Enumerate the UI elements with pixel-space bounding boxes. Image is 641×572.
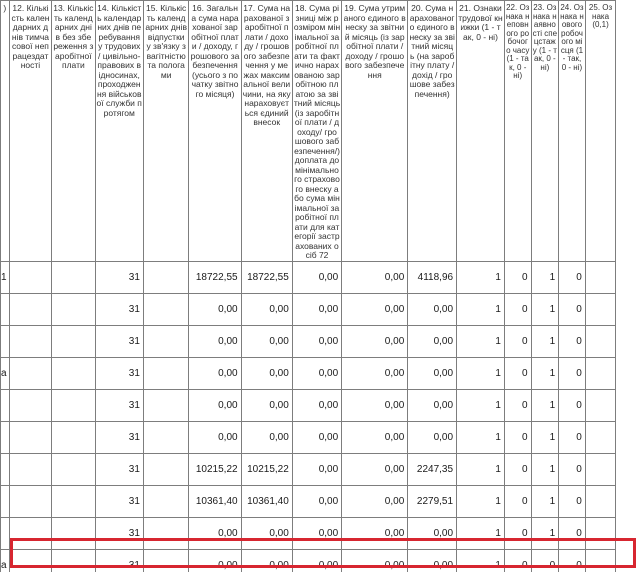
cell-c24[interactable]: 0 bbox=[559, 261, 586, 293]
cell-c19[interactable]: 0,00 bbox=[342, 261, 408, 293]
cell-c15[interactable] bbox=[143, 389, 189, 421]
row-lead-cell bbox=[1, 325, 10, 357]
cell-c17[interactable]: 0,00 bbox=[241, 389, 292, 421]
cell-c13[interactable] bbox=[52, 389, 95, 421]
cell-c12[interactable] bbox=[9, 517, 51, 549]
table-row[interactable] bbox=[1, 485, 641, 517]
cell-c21[interactable]: 1 bbox=[457, 325, 505, 357]
cell-c24[interactable]: 0 bbox=[559, 389, 586, 421]
cell-c13[interactable] bbox=[52, 549, 95, 572]
cell-c17[interactable]: 18722,55 bbox=[241, 261, 292, 293]
cell-c18[interactable]: 0,00 bbox=[292, 357, 341, 389]
cell-c23[interactable]: 1 bbox=[531, 325, 559, 357]
cell-c18[interactable]: 0,00 bbox=[292, 293, 341, 325]
cell-c13[interactable] bbox=[52, 357, 95, 389]
row-lead-cell bbox=[1, 517, 10, 549]
cell-c13[interactable] bbox=[52, 261, 95, 293]
cell-c21[interactable]: 1 bbox=[457, 453, 505, 485]
cell-c18[interactable]: 0,00 bbox=[292, 421, 341, 453]
cell-c25[interactable] bbox=[585, 485, 615, 517]
table-row[interactable] bbox=[1, 549, 641, 572]
cell-c14[interactable]: 31 bbox=[95, 517, 143, 549]
cell-c17[interactable]: 0,00 bbox=[241, 293, 292, 325]
cell-c14[interactable]: 31 bbox=[95, 453, 143, 485]
cell-c25[interactable] bbox=[585, 389, 615, 421]
cell-c24[interactable]: 0 bbox=[559, 517, 586, 549]
cell-c15[interactable] bbox=[143, 261, 189, 293]
cell-c22[interactable]: 0 bbox=[504, 357, 531, 389]
cell-c12[interactable] bbox=[9, 453, 51, 485]
cell-c20[interactable]: 0,00 bbox=[408, 421, 457, 453]
cell-c24[interactable]: 0 bbox=[559, 485, 586, 517]
cell-c20[interactable]: 4118,96 bbox=[408, 261, 457, 293]
cell-c22[interactable]: 0 bbox=[504, 421, 531, 453]
cell-c15[interactable] bbox=[143, 517, 189, 549]
column-header-c23: 23. Ознака наявності спецстажу (1 - так, 0 - ні) bbox=[531, 1, 559, 262]
cell-c15[interactable] bbox=[143, 549, 189, 572]
table-row[interactable] bbox=[1, 357, 641, 389]
cell-c16[interactable]: 0,00 bbox=[189, 325, 241, 357]
column-header-c12: 12. Кількість календарних днів тимчасової непрацездатності bbox=[9, 1, 51, 262]
cell-c17[interactable]: 0,00 bbox=[241, 421, 292, 453]
cell-c12[interactable] bbox=[9, 261, 51, 293]
cell-c16[interactable]: 10361,40 bbox=[189, 485, 241, 517]
cell-c13[interactable] bbox=[52, 453, 95, 485]
row-lead-cell: а bbox=[1, 357, 10, 389]
cell-c23[interactable]: 1 bbox=[531, 517, 559, 549]
column-header-c17: 17. Сума нарахованої заробітної плати / доходу / грошового забезпечення у межах максимальної величини, на яку нараховується єдиний внесок bbox=[241, 1, 292, 262]
cell-c25[interactable] bbox=[585, 549, 615, 572]
cell-c15[interactable] bbox=[143, 421, 189, 453]
cell-c23[interactable]: 1 bbox=[531, 421, 559, 453]
cell-c15[interactable] bbox=[143, 325, 189, 357]
cell-c16[interactable]: 18722,55 bbox=[189, 261, 241, 293]
cell-c18[interactable]: 0,00 bbox=[292, 453, 341, 485]
cell-c22[interactable]: 0 bbox=[504, 293, 531, 325]
cell-c25[interactable] bbox=[585, 421, 615, 453]
column-header-c22: 22. Ознака неповного робочого часу (1 - так, 0 - ні) bbox=[504, 1, 531, 262]
row-lead-cell: а bbox=[1, 549, 10, 572]
cell-c18[interactable]: 0,00 bbox=[292, 325, 341, 357]
row-lead-cell: 1 bbox=[1, 261, 10, 293]
cell-c17[interactable]: 0,00 bbox=[241, 325, 292, 357]
cell-c14[interactable]: 31 bbox=[95, 325, 143, 357]
cell-c17[interactable]: 0,00 bbox=[241, 357, 292, 389]
cell-c21[interactable]: 1 bbox=[457, 389, 505, 421]
column-header-c19: 19. Сума утриманого єдиного внеску за звітний місяць (із заробітної плати / доходу / грошового забезпечення bbox=[342, 1, 408, 262]
cell-c15[interactable] bbox=[143, 293, 189, 325]
cell-c24[interactable]: 0 bbox=[559, 325, 586, 357]
cell-c12[interactable] bbox=[9, 549, 51, 572]
cell-c21[interactable]: 1 bbox=[457, 549, 505, 572]
cell-c19[interactable]: 0,00 bbox=[342, 325, 408, 357]
cell-c24[interactable]: 0 bbox=[559, 549, 586, 572]
row-lead-cell bbox=[1, 293, 10, 325]
cell-c14[interactable]: 31 bbox=[95, 261, 143, 293]
cell-c19[interactable]: 0,00 bbox=[342, 389, 408, 421]
cell-c21[interactable]: 1 bbox=[457, 293, 505, 325]
table-row[interactable] bbox=[1, 325, 641, 357]
cell-c20[interactable]: 0,00 bbox=[408, 293, 457, 325]
cell-c24[interactable]: 0 bbox=[559, 453, 586, 485]
cell-c14[interactable]: 31 bbox=[95, 485, 143, 517]
cell-c12[interactable] bbox=[9, 389, 51, 421]
cell-c13[interactable] bbox=[52, 517, 95, 549]
cell-c13[interactable] bbox=[52, 293, 95, 325]
table-body bbox=[1, 1, 641, 572]
column-header-c16: 16. Загальна сума нарахованої заробітної плати / доходу, грошового забезпечення (усього з початку звітного місяця) bbox=[189, 1, 241, 262]
cell-c18[interactable]: 0,00 bbox=[292, 549, 341, 572]
cell-c15[interactable] bbox=[143, 453, 189, 485]
cell-c20[interactable]: 0,00 bbox=[408, 325, 457, 357]
cell-c22[interactable]: 0 bbox=[504, 325, 531, 357]
cell-c21[interactable]: 1 bbox=[457, 357, 505, 389]
column-header-c15: 15. Кількість календарних днів відпустки у зв'язку з вагітністю та пологами bbox=[143, 1, 189, 262]
cell-c21[interactable]: 1 bbox=[457, 421, 505, 453]
cell-c14[interactable]: 31 bbox=[95, 389, 143, 421]
cell-c17[interactable]: 10215,22 bbox=[241, 453, 292, 485]
cell-c14[interactable]: 31 bbox=[95, 293, 143, 325]
column-header-c14: 14. Кількість календарних днів перебування у трудових / цивільно-правових відносинах, проходження військової служби протягом bbox=[95, 1, 143, 262]
cell-c25[interactable] bbox=[585, 293, 615, 325]
table-row[interactable] bbox=[1, 261, 641, 293]
cell-c23[interactable]: 1 bbox=[531, 357, 559, 389]
cell-c17[interactable]: 0,00 bbox=[241, 549, 292, 572]
cell-c18[interactable]: 0,00 bbox=[292, 517, 341, 549]
cell-c22[interactable]: 0 bbox=[504, 389, 531, 421]
cell-c16[interactable]: 0,00 bbox=[189, 357, 241, 389]
cell-c12[interactable] bbox=[9, 485, 51, 517]
cell-c16[interactable]: 0,00 bbox=[189, 293, 241, 325]
cell-c12[interactable] bbox=[9, 325, 51, 357]
cell-c16[interactable]: 0,00 bbox=[189, 517, 241, 549]
cell-c17[interactable]: 10361,40 bbox=[241, 485, 292, 517]
cell-c22[interactable]: 0 bbox=[504, 549, 531, 572]
column-header-c25: 25. Ознака (0,1) bbox=[585, 1, 615, 262]
cell-c23[interactable]: 0 bbox=[531, 549, 559, 572]
cell-c20[interactable]: 0,00 bbox=[408, 549, 457, 572]
cell-c13[interactable] bbox=[52, 325, 95, 357]
cell-c23[interactable]: 1 bbox=[531, 453, 559, 485]
column-header-c11: ) bbox=[1, 1, 10, 262]
cell-c15[interactable] bbox=[143, 357, 189, 389]
cell-c13[interactable] bbox=[52, 421, 95, 453]
cell-c19[interactable]: 0,00 bbox=[342, 485, 408, 517]
cell-c19[interactable]: 0,00 bbox=[342, 517, 408, 549]
cell-c20[interactable]: 0,00 bbox=[408, 357, 457, 389]
row-lead-cell bbox=[1, 453, 10, 485]
cell-c16[interactable]: 0,00 bbox=[189, 421, 241, 453]
table-row[interactable] bbox=[1, 453, 641, 485]
cell-c24[interactable]: 0 bbox=[559, 421, 586, 453]
cell-c22[interactable]: 0 bbox=[504, 485, 531, 517]
cell-c12[interactable] bbox=[9, 357, 51, 389]
cell-c16[interactable]: 0,00 bbox=[189, 389, 241, 421]
cell-c20[interactable]: 0,00 bbox=[408, 389, 457, 421]
cell-c19[interactable]: 0,00 bbox=[342, 421, 408, 453]
cell-c18[interactable]: 0,00 bbox=[292, 389, 341, 421]
table-row[interactable] bbox=[1, 517, 641, 549]
table-row[interactable] bbox=[1, 293, 641, 325]
cell-c22[interactable]: 0 bbox=[504, 453, 531, 485]
cell-c25[interactable] bbox=[585, 325, 615, 357]
cell-c25[interactable] bbox=[585, 261, 615, 293]
table-row[interactable] bbox=[1, 421, 641, 453]
cell-c12[interactable] bbox=[9, 293, 51, 325]
cell-c12[interactable] bbox=[9, 421, 51, 453]
cell-c14[interactable]: 31 bbox=[95, 421, 143, 453]
cell-c25[interactable] bbox=[585, 453, 615, 485]
cell-c14[interactable]: 31 bbox=[95, 549, 143, 572]
cell-c23[interactable]: 1 bbox=[531, 389, 559, 421]
cell-c18[interactable]: 0,00 bbox=[292, 485, 341, 517]
cell-c19[interactable]: 0,00 bbox=[342, 357, 408, 389]
cell-c16[interactable]: 0,00 bbox=[189, 549, 241, 572]
column-header-c21: 21. Ознаки трудової книжки (1 - так, 0 - ні) bbox=[457, 1, 505, 262]
cell-c21[interactable]: 1 bbox=[457, 261, 505, 293]
cell-c20[interactable]: 2247,35 bbox=[408, 453, 457, 485]
cell-c16[interactable]: 10215,22 bbox=[189, 453, 241, 485]
cell-c23[interactable]: 1 bbox=[531, 261, 559, 293]
cell-c19[interactable]: 0,00 bbox=[342, 293, 408, 325]
cell-c19[interactable]: 0,00 bbox=[342, 549, 408, 572]
cell-c14[interactable]: 31 bbox=[95, 357, 143, 389]
cell-c22[interactable]: 0 bbox=[504, 261, 531, 293]
cell-c25[interactable] bbox=[585, 517, 615, 549]
column-header-c13: 13. Кількість календарних днів без збереження заробітної плати bbox=[52, 1, 95, 262]
column-header-c24: 24. Ознака нового робочого місця (1 - так, 0 - ні) bbox=[559, 1, 586, 262]
cell-c17[interactable]: 0,00 bbox=[241, 517, 292, 549]
cell-c20[interactable]: 2279,51 bbox=[408, 485, 457, 517]
cell-c23[interactable]: 1 bbox=[531, 293, 559, 325]
cell-c24[interactable]: 0 bbox=[559, 293, 586, 325]
cell-c21[interactable]: 1 bbox=[457, 517, 505, 549]
cell-c24[interactable]: 0 bbox=[559, 357, 586, 389]
cell-c23[interactable]: 1 bbox=[531, 485, 559, 517]
cell-c13[interactable] bbox=[52, 485, 95, 517]
row-lead-cell bbox=[1, 485, 10, 517]
row-lead-cell bbox=[1, 421, 10, 453]
header-row bbox=[1, 1, 641, 262]
cell-c19[interactable]: 0,00 bbox=[342, 453, 408, 485]
row-lead-cell bbox=[1, 389, 10, 421]
column-header-c18: 18. Сума різниці між розміром мінімальної заробітної плати та фактично нарахованою заробітною платою за звітний місяць (із заробітної плати / доходу/ грошового забезпечення/) доплата до мінімального страхового внеску або сума мінімальної заробітної плати для категорії застрахованих осіб 72 bbox=[292, 1, 341, 262]
cell-c20[interactable]: 0,00 bbox=[408, 517, 457, 549]
cell-c21[interactable]: 1 bbox=[457, 485, 505, 517]
cell-c18[interactable]: 0,00 bbox=[292, 261, 341, 293]
column-header-c20: 20. Сума нарахованого єдиного внеску за звітний місяць (на заробітну плату / дохід / грошове забезпечення) bbox=[408, 1, 457, 262]
table-row[interactable] bbox=[1, 389, 641, 421]
cell-c22[interactable]: 0 bbox=[504, 517, 531, 549]
cell-c15[interactable] bbox=[143, 485, 189, 517]
cell-c25[interactable] bbox=[585, 357, 615, 389]
